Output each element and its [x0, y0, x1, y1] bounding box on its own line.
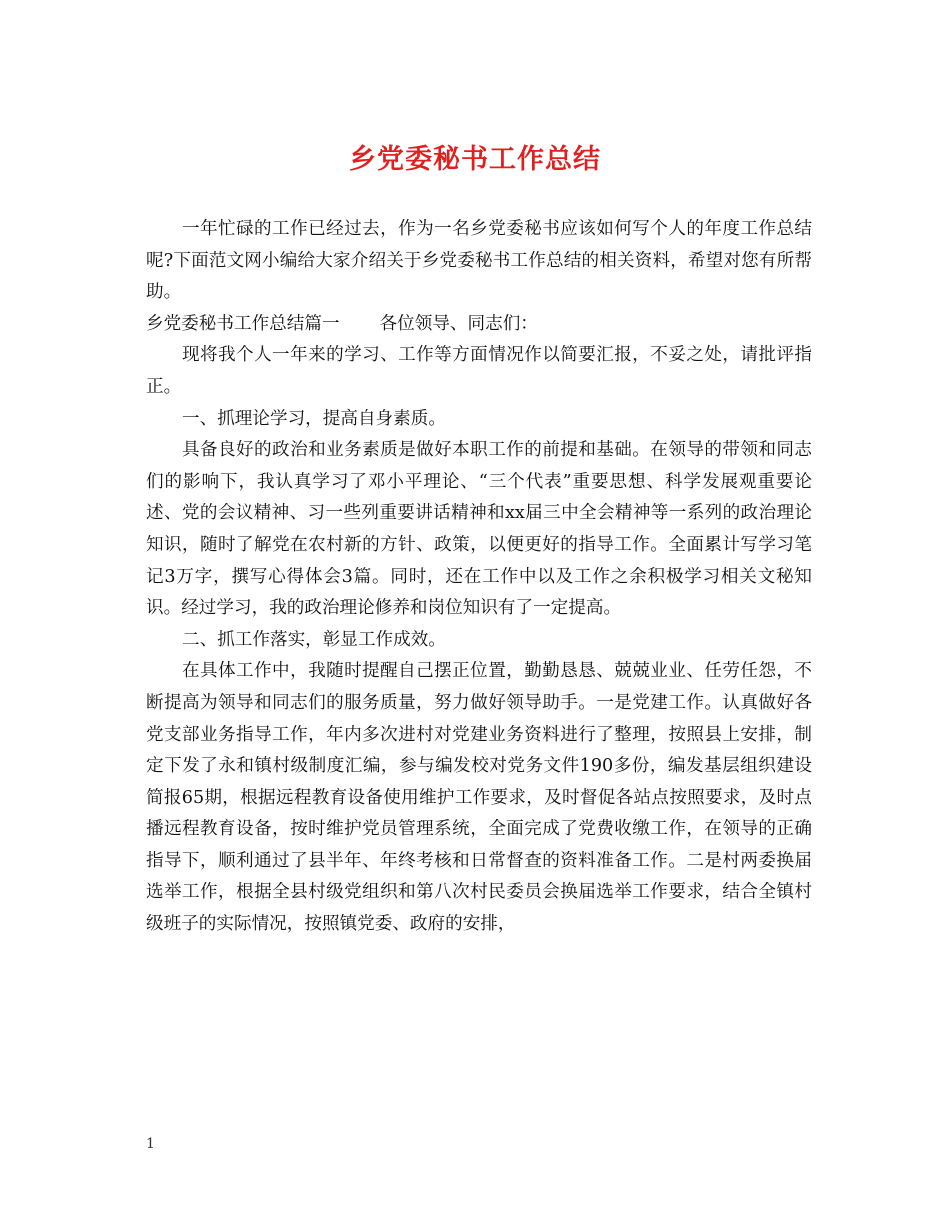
- greeting: 各位领导、同志们：: [379, 313, 538, 334]
- document-title: 乡党委秘书工作总结: [349, 144, 601, 175]
- page-number: 1: [146, 1136, 155, 1152]
- section-1-heading: 一、抓理论学习，提高自身素质。: [182, 408, 446, 429]
- document-body: [146, 214, 812, 941]
- article-heading-line: [146, 309, 812, 341]
- section-1-body: 具备良好的政治和业务素质是做好本职工作的前提和基础。在领导的带领和同志们的影响下，我认真学习了邓小平理论、“三个代表”重要思想、科学发展观重要论述、党的会议精神、习一些列重要讲话精神和xx届三中全会精神等一系列的政治理论知识，随时了解党在农村新的方针、政策，以便更好的指导工作。全面累计写学习笔记3万字，撰写心得体会3篇。同时，还在工作中以及工作之余积极学习相关文秘知识。经过学习，我的政治理论修养和岗位知识有了一定提高。: [146, 440, 812, 619]
- article-title: 乡党委秘书工作总结篇一: [146, 313, 340, 334]
- section-2-body: 在具体工作中，我随时提醒自己摆正位置，勤勤恳恳、兢兢业业、任劳任怨，不断提高为领导和同志们的服务质量，努力做好领导助手。一是党建工作。认真做好各党支部业务指导工作，年内多次进村对党建业务资料进行了整理，按照县上安排，制定下发了永和镇村级制度汇编，参与编发校对党务文件190多份，编发基层组织建设简报65期，根据远程教育设备使用维护工作要求，及时督促各站点按照要求，及时点播远程教育设备，按时维护党员管理系统，全面完成了党费收缴工作，在领导的正确指导下，顺利通过了县半年、年终考核和日常督查的资料准备工作。二是村两委换届选举工作，根据全县村级党组织和第八次村民委员会换届选举工作要求，结合全镇村级班子的实际情况，按照镇党委、政府的安排，: [146, 661, 812, 935]
- report-intro-paragraph: 现将我个人一年来的学习、工作等方面情况作以简要汇报，不妥之处，请批评指正。: [146, 345, 812, 397]
- intro-paragraph: 一年忙碌的工作已经过去，作为一名乡党委秘书应该如何写个人的年度工作总结呢?下面范文网小编给大家介绍关于乡党委秘书工作总结的相关资料，希望对您有所帮助。: [146, 219, 812, 303]
- section-2-heading: 二、抓工作落实，彰显工作成效。: [182, 629, 446, 650]
